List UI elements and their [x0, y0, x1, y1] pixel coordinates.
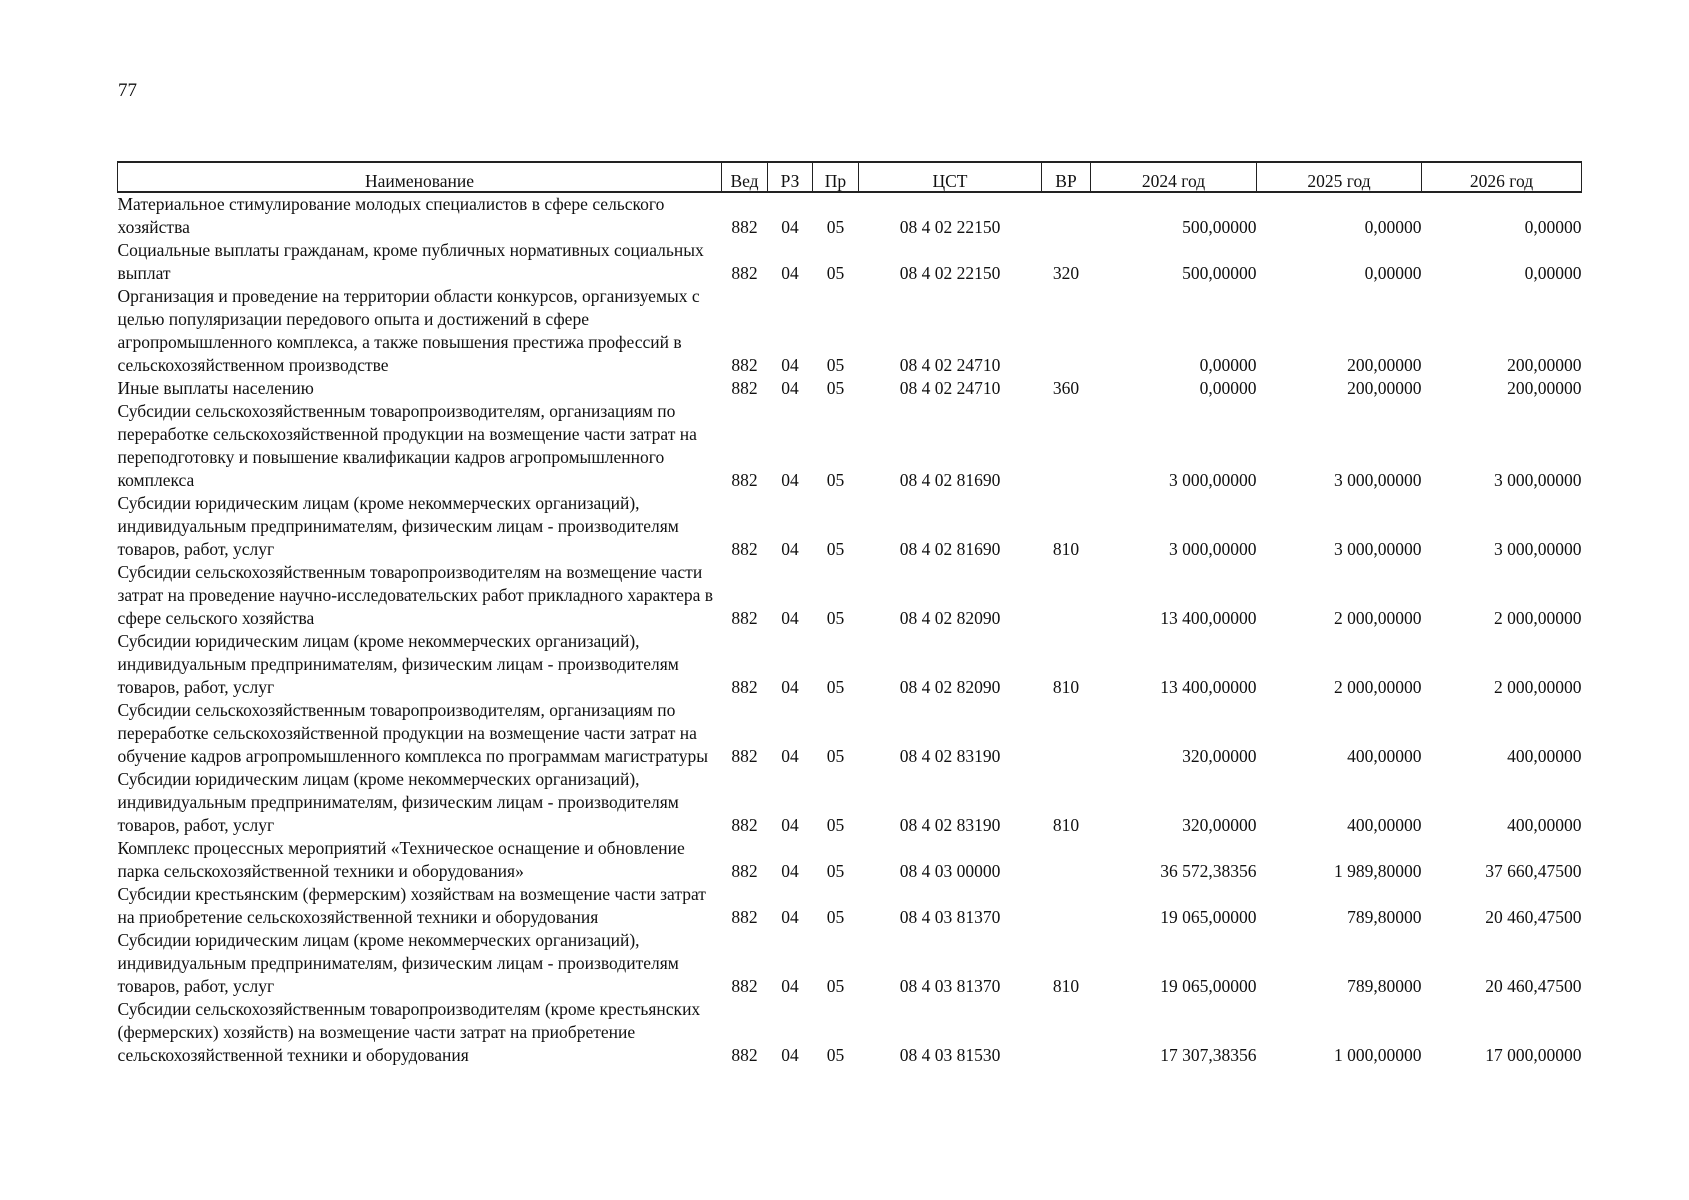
row-pr: 05	[826, 263, 845, 283]
row-2024: 3 000,00000	[1169, 470, 1257, 490]
row-2024: 3 000,00000	[1169, 539, 1257, 559]
row-2026: 400,00000	[1507, 815, 1582, 835]
header-rz: РЗ	[768, 162, 813, 192]
budget-table	[117, 161, 1582, 1067]
row-2025: 200,00000	[1347, 355, 1422, 375]
row-ved: 882	[731, 815, 758, 835]
row-ved: 882	[731, 976, 758, 996]
row-2026: 3 000,00000	[1494, 470, 1582, 490]
row-rz: 04	[781, 1045, 799, 1065]
row-vr: 810	[1052, 815, 1080, 835]
row-pr: 05	[826, 746, 845, 766]
table-row	[118, 492, 1582, 561]
header-row	[118, 162, 1582, 192]
row-cst: 08 4 02 24710	[899, 378, 1001, 398]
row-name: Субсидии крестьянским (фермерским) хозяйствам на возмещение части затрат на приобретение сельскохозяйственной техники и оборудования	[117, 884, 706, 927]
row-name: Иные выплаты населению	[117, 378, 314, 398]
row-pr: 05	[826, 815, 845, 835]
header-2024: 2024 год	[1091, 162, 1257, 192]
row-name: Субсидии юридическим лицам (кроме некоммерческих организаций), индивидуальным предпринимателям, физическим лицам - производителям товаров, работ, услуг	[117, 930, 679, 996]
row-name: Субсидии сельскохозяйственным товаропроизводителям, организациям по переработке сельскохозяйственной продукции на возмещение части затрат на переподготовку и повышение квалификации кадров агропромышленного комплекса	[117, 401, 697, 490]
row-2026: 20 460,47500	[1485, 976, 1582, 996]
row-rz: 04	[781, 355, 799, 375]
table-row	[118, 377, 1582, 400]
table-row	[118, 239, 1582, 285]
row-2026: 20 460,47500	[1485, 907, 1582, 927]
row-pr: 05	[826, 378, 845, 398]
row-2025: 2 000,00000	[1334, 608, 1422, 628]
row-pr: 05	[826, 861, 845, 881]
row-ved: 882	[731, 539, 758, 559]
row-cst: 08 4 02 82090	[899, 608, 1001, 628]
row-vr	[1042, 192, 1091, 239]
row-vr: 810	[1052, 677, 1080, 697]
table-row	[118, 768, 1582, 837]
row-cst: 08 4 02 83190	[899, 815, 1001, 835]
row-ved: 882	[731, 355, 758, 375]
row-2026: 17 000,00000	[1485, 1045, 1582, 1065]
row-ved: 882	[731, 608, 758, 628]
row-2025: 789,80000	[1347, 976, 1422, 996]
row-2025: 1 000,00000	[1334, 1045, 1422, 1065]
header-2025: 2025 год	[1257, 162, 1422, 192]
row-2025: 1 989,80000	[1334, 861, 1422, 881]
row-2026: 400,00000	[1507, 746, 1582, 766]
row-rz: 04	[781, 470, 799, 490]
row-ved: 882	[731, 861, 758, 881]
row-2024: 13 400,00000	[1160, 608, 1257, 628]
table-row	[118, 837, 1582, 883]
row-ved: 882	[731, 263, 758, 283]
table-row	[118, 285, 1582, 377]
table-row	[118, 561, 1582, 630]
row-vr	[1042, 998, 1091, 1067]
row-vr	[1042, 285, 1091, 377]
row-pr: 05	[826, 355, 845, 375]
row-vr: 810	[1052, 976, 1080, 996]
row-rz: 04	[781, 263, 799, 283]
table-body	[118, 192, 1582, 1067]
header-name: Наименование	[118, 162, 722, 192]
table-row	[118, 883, 1582, 929]
row-2024: 36 572,38356	[1160, 861, 1257, 881]
row-cst: 08 4 02 82090	[899, 677, 1001, 697]
row-2026: 2 000,00000	[1494, 608, 1582, 628]
row-2025: 200,00000	[1347, 378, 1422, 398]
table-row	[118, 400, 1582, 492]
row-ved: 882	[731, 907, 758, 927]
row-pr: 05	[826, 1045, 845, 1065]
header-pr: Пр	[813, 162, 859, 192]
table-row	[118, 929, 1582, 998]
row-cst: 08 4 02 83190	[899, 746, 1001, 766]
row-2026: 37 660,47500	[1485, 861, 1582, 881]
row-rz: 04	[781, 815, 799, 835]
row-2026: 0,00000	[1524, 217, 1582, 237]
row-name: Субсидии сельскохозяйственным товаропроизводителям на возмещение части затрат на проведение научно-исследовательских работ прикладного характера в сфере сельского хозяйства	[117, 562, 714, 628]
header-ved: Вед	[722, 162, 768, 192]
row-pr: 05	[826, 217, 845, 237]
row-name: Материальное стимулирование молодых специалистов в сфере сельского хозяйства	[117, 194, 665, 237]
row-name: Организация и проведение на территории области конкурсов, организуемых с целью популяризации передового опыта и достижений в сфере агропромышленного комплекса, а также повышения престижа профессий в сельскохозяйственном производстве	[117, 286, 700, 375]
row-name: Субсидии сельскохозяйственным товаропроизводителям (кроме крестьянских (фермерских) хозяйств) на возмещение части затрат на приобретение сельскохозяйственной техники и оборудования	[117, 999, 701, 1065]
row-2026: 0,00000	[1524, 263, 1582, 283]
row-vr	[1042, 837, 1091, 883]
row-vr: 810	[1052, 539, 1080, 559]
row-name: Субсидии юридическим лицам (кроме некоммерческих организаций), индивидуальным предпринимателям, физическим лицам - производителям товаров, работ, услуг	[117, 493, 679, 559]
row-cst: 08 4 03 81370	[899, 976, 1001, 996]
row-2025: 789,80000	[1347, 907, 1422, 927]
table-row	[118, 699, 1582, 768]
row-vr	[1042, 883, 1091, 929]
row-rz: 04	[781, 539, 799, 559]
row-rz: 04	[781, 217, 799, 237]
row-vr: 360	[1052, 378, 1080, 398]
row-rz: 04	[781, 378, 799, 398]
row-2024: 500,00000	[1182, 217, 1257, 237]
header-vr: ВР	[1042, 162, 1091, 192]
row-2024: 17 307,38356	[1160, 1045, 1257, 1065]
row-name: Комплекс процессных мероприятий «Техническое оснащение и обновление парка сельскохозяйственной техники и оборудования»	[117, 838, 685, 881]
row-rz: 04	[781, 976, 799, 996]
row-cst: 08 4 02 22150	[899, 263, 1001, 283]
row-cst: 08 4 03 81530	[899, 1045, 1001, 1065]
row-ved: 882	[731, 378, 758, 398]
row-cst: 08 4 02 24710	[899, 355, 1001, 375]
row-2025: 3 000,00000	[1334, 539, 1422, 559]
header-cst: ЦСТ	[859, 162, 1042, 192]
row-cst: 08 4 02 22150	[899, 217, 1001, 237]
row-rz: 04	[781, 677, 799, 697]
row-vr	[1042, 699, 1091, 768]
table-row	[118, 998, 1582, 1067]
table-row	[118, 192, 1582, 239]
row-vr	[1042, 561, 1091, 630]
row-cst: 08 4 03 00000	[899, 861, 1001, 881]
row-2026: 200,00000	[1507, 355, 1582, 375]
row-2024: 320,00000	[1182, 815, 1257, 835]
row-2024: 19 065,00000	[1160, 976, 1257, 996]
row-ved: 882	[731, 746, 758, 766]
row-name: Субсидии юридическим лицам (кроме некоммерческих организаций), индивидуальным предпринимателям, физическим лицам - производителям товаров, работ, услуг	[117, 769, 679, 835]
row-2025: 2 000,00000	[1334, 677, 1422, 697]
row-2026: 200,00000	[1507, 378, 1582, 398]
page-number: 77	[118, 80, 137, 101]
row-pr: 05	[826, 677, 845, 697]
table-row	[118, 630, 1582, 699]
row-2025: 0,00000	[1364, 263, 1422, 283]
row-pr: 05	[826, 608, 845, 628]
row-2024: 0,00000	[1199, 378, 1257, 398]
row-2024: 19 065,00000	[1160, 907, 1257, 927]
row-2025: 400,00000	[1347, 815, 1422, 835]
row-rz: 04	[781, 907, 799, 927]
row-2024: 0,00000	[1199, 355, 1257, 375]
row-name: Субсидии юридическим лицам (кроме некоммерческих организаций), индивидуальным предпринимателям, физическим лицам - производителям товаров, работ, услуг	[117, 631, 679, 697]
row-rz: 04	[781, 861, 799, 881]
row-2024: 320,00000	[1182, 746, 1257, 766]
row-2026: 3 000,00000	[1494, 539, 1582, 559]
row-pr: 05	[826, 976, 845, 996]
row-2025: 0,00000	[1364, 217, 1422, 237]
row-2025: 3 000,00000	[1334, 470, 1422, 490]
row-cst: 08 4 02 81690	[899, 539, 1001, 559]
row-vr: 320	[1052, 263, 1080, 283]
row-ved: 882	[731, 1045, 758, 1065]
header-2026: 2026 год	[1422, 162, 1582, 192]
row-2026: 2 000,00000	[1494, 677, 1582, 697]
row-rz: 04	[781, 746, 799, 766]
row-2024: 500,00000	[1182, 263, 1257, 283]
row-pr: 05	[826, 907, 845, 927]
row-rz: 04	[781, 608, 799, 628]
row-ved: 882	[731, 677, 758, 697]
row-name: Субсидии сельскохозяйственным товаропроизводителям, организациям по переработке сельскохозяйственной продукции на возмещение части затрат на обучение кадров агропромышленного комплекса по программам магистратуры	[117, 700, 708, 766]
row-pr: 05	[826, 470, 845, 490]
row-cst: 08 4 03 81370	[899, 907, 1001, 927]
row-cst: 08 4 02 81690	[899, 470, 1001, 490]
row-ved: 882	[731, 470, 758, 490]
row-name: Социальные выплаты гражданам, кроме публичных нормативных социальных выплат	[117, 240, 704, 283]
row-pr: 05	[826, 539, 845, 559]
row-ved: 882	[731, 217, 758, 237]
row-2024: 13 400,00000	[1160, 677, 1257, 697]
row-2025: 400,00000	[1347, 746, 1422, 766]
row-vr	[1042, 400, 1091, 492]
